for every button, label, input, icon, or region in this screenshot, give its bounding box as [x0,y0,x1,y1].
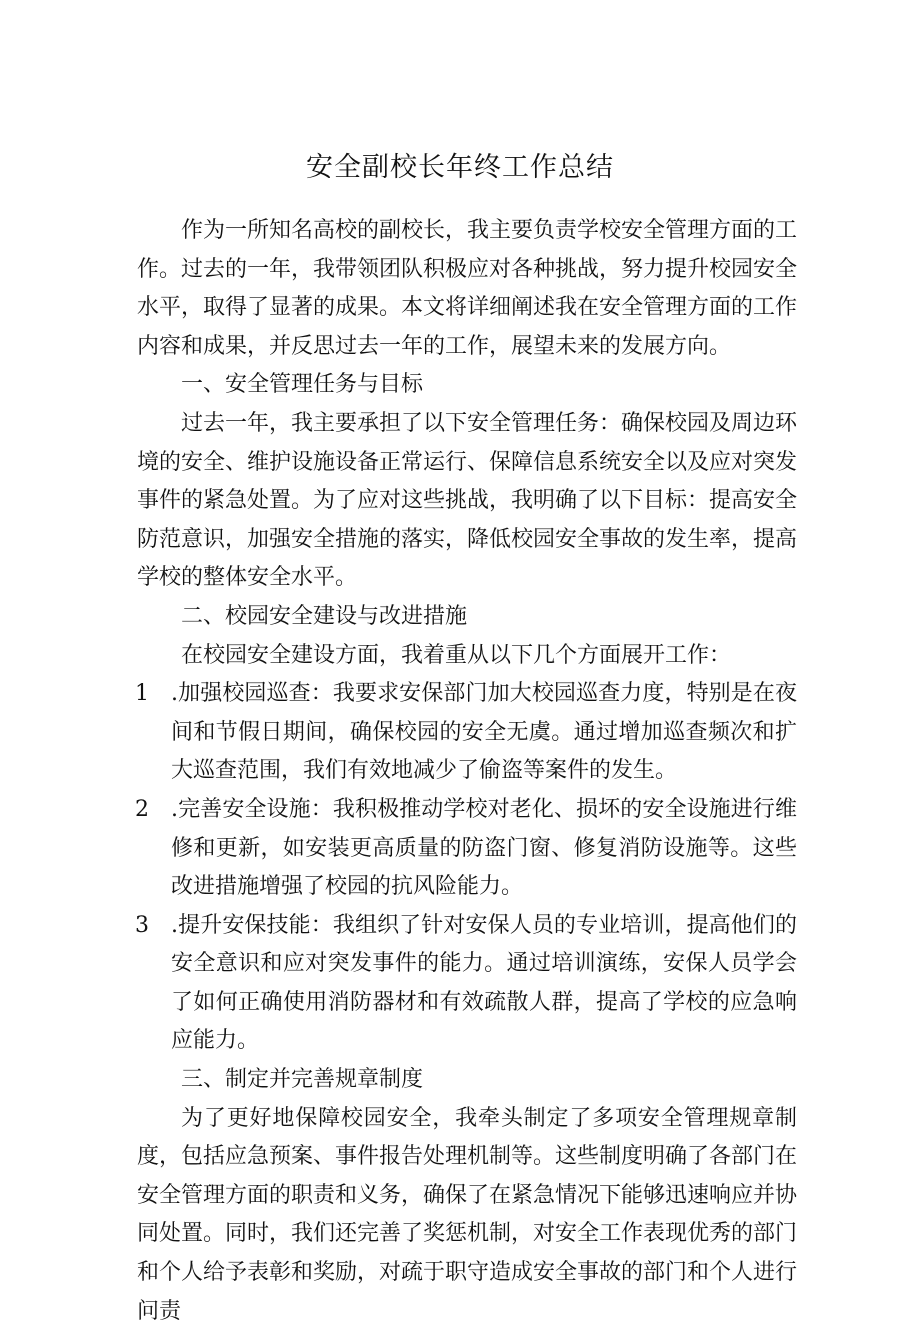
list-item [135,907,797,1061]
document-title: 安全副校长年终工作总结 [306,152,614,183]
section-1-paragraph: 过去一年，我主要承担了以下安全管理任务：确保校园及周边环境的安全、维护设施设备正常运行、保障信息系统安全以及应对突发事件的紧急处置。为了应对这些挑战，我明确了以下目标：提高安全防范意识，加强安全措施的落实，降低校园安全事故的发生率，提高学校的整体安全水平。 [137,410,798,591]
list-item-number: 1 [135,681,149,707]
section-2-lead: 在校园安全建设方面，我着重从以下几个方面展开工作： [181,642,732,668]
section-2-heading: 二、校园安全建设与改进措施 [181,603,468,629]
list-item-number: 3 [135,912,149,938]
section-3-paragraph: 为了更好地保障校园安全，我牵头制定了多项安全管理规章制度，包括应急预案、事件报告处理机制等。这些制度明确了各部门在安全管理方面的职责和义务，确保了在紧急情况下能够迅速响应并协同处置。同时，我们还完善了奖惩机制，对安全工作表现优秀的部门和个人给予表彰和奖励，对疏于职守造成安全事故的部门和个人进行问责 [137,1105,798,1324]
document-body [137,212,797,1331]
section-1-heading: 一、安全管理任务与目标 [181,372,424,398]
list-item-text: .完善安全设施：我积极推动学校对老化、损坏的安全设施进行维修和更新，如安装更高质量的防盗门窗、修复消防设施等。这些改进措施增强了校园的抗风险能力。 [171,796,797,900]
section-3-heading: 三、制定并完善规章制度 [181,1067,424,1093]
list-item-text: .加强校园巡查：我要求安保部门加大校园巡查力度，特别是在夜间和节假日期间，确保校园的安全无虞。通过增加巡查频次和扩大巡查范围，我们有效地减少了偷盗等案件的发生。 [171,681,797,784]
list-item-number: 2 [135,796,149,822]
list-item [135,675,797,791]
intro-paragraph: 作为一所知名高校的副校长，我主要负责学校安全管理方面的工作。过去的一年，我带领团队积极应对各种挑战，努力提升校园安全水平，取得了显著的成果。本文将详细阐述我在安全管理方面的工作内容和成果，并反思过去一年的工作，展望未来的发展方向。 [137,218,798,359]
list-item [135,791,797,907]
list-item-text: .提升安保技能：我组织了针对安保人员的专业培训，提高他们的安全意识和应对突发事件的能力。通过培训演练，安保人员学会了如何正确使用消防器材和有效疏散人群，提高了学校的应急响应能力。 [171,912,797,1054]
